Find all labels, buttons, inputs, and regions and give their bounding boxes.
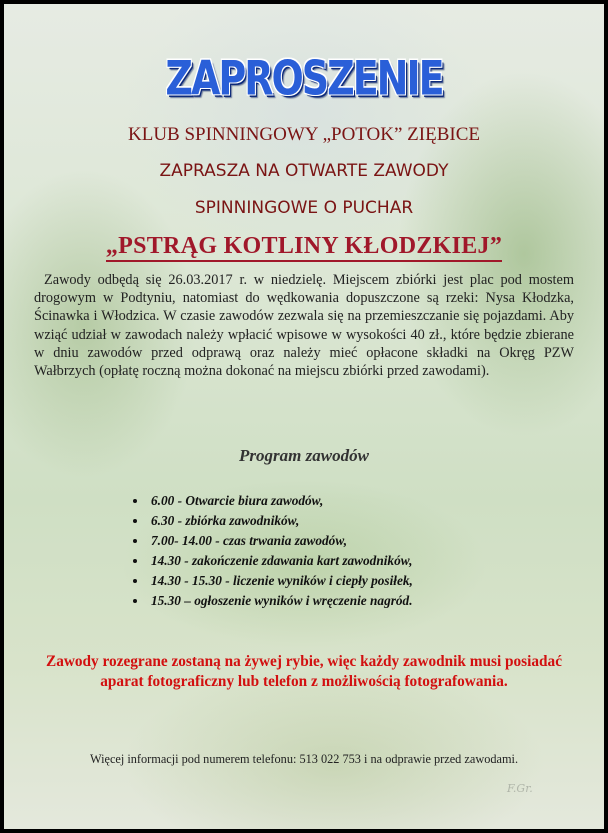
title-wrap [4,50,604,106]
invitation-page [4,4,604,829]
invitation-title: ZAPROSZENIE [165,50,443,106]
subtitle-line-2: SPINNINGOWE O PUCHAR [194,198,414,218]
notice-text: Zawody rozegrane zostaną na żywej rybie, więc każdy zawodnik musi posiadać aparat fotograficzny lub telefon z możliwością fotografowania. [46,653,562,690]
cup-name: „PSTRĄG KOTLINY KŁODZKIEJ” [106,233,502,262]
contact-footer: Więcej informacji pod numerem telefonu: 513 022 753 i na odprawie przed zawodami. [89,752,519,766]
subtitle-line-1: ZAPRASZA NA OTWARTE ZAWODY [159,161,449,181]
program-item: • 6.00 - Otwarcie biura zawodów, [148,491,413,511]
program-list [131,491,413,611]
program-item: • 15.30 – ogłoszenie wyników i wręczenie nagród. [148,591,413,611]
program-title: Program zawodów [239,446,369,465]
description-paragraph: Zawody odbędą się 26.03.2017 r. w niedzielę. Miejscem zbiórki jest plac pod mostem drogowym w Podtyniu, natomiast do wędkowania dopuszczone są rzeki: Nysa Kłodzka, Ścinawka i Włodzica. W czasie zawodów zezwala się na przemieszczanie się pojazdami. Aby wziąć udział w zawodach należy wpłacić wpisowe w wysokości 40 zł., które będzie zbierane w dniu zawodów przed odprawą oraz należy mieć opłacone składki na Okręg PZW Wałbrzych (opłatę roczną można dokonać na miejscu zbiórki przed zawodami). [34,272,574,380]
club-name: KLUB SPINNINGOWY „POTOK” ZIĘBICE [128,124,480,145]
program-item: • 6.30 - zbiórka zawodników, [148,511,413,531]
painter-signature: F.Gr. [507,782,533,795]
program-item: • 7.00- 14.00 - czas trwania zawodów, [148,531,413,551]
program-item: • 14.30 - 15.30 - liczenie wyników i ciepły posiłek, [148,571,413,591]
program-item: • 14.30 - zakończenie zdawania kart zawodników, [148,551,413,571]
cup-name-wrap [4,233,604,260]
